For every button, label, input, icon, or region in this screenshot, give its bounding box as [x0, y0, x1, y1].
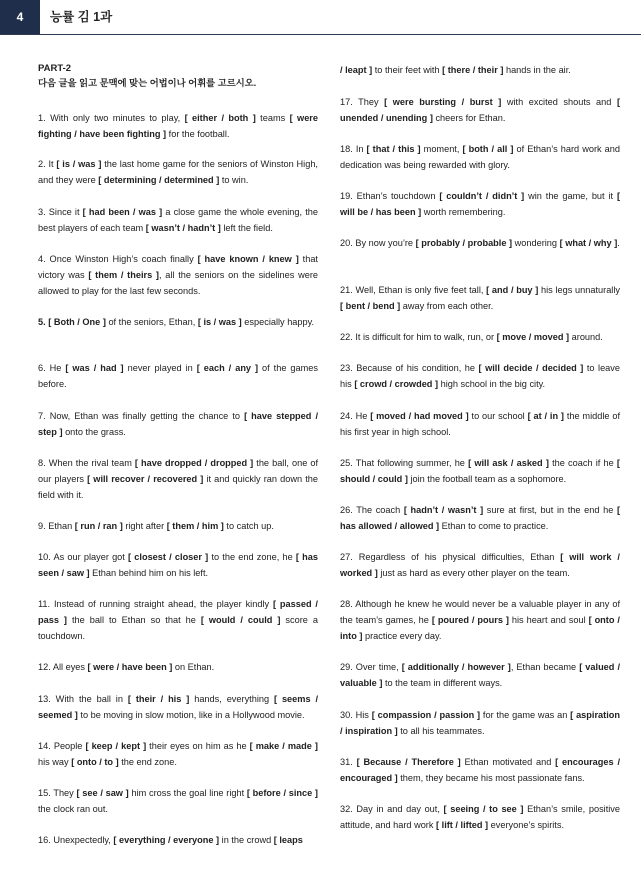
question-text: with excited shouts and — [501, 97, 617, 107]
answer-choice: [ see / saw ] — [76, 788, 129, 798]
question-text: to our school — [468, 411, 528, 421]
question-text: the coach if he — [548, 458, 617, 468]
answer-choice: [ were bursting / burst ] — [384, 97, 502, 107]
question-text: never played in — [123, 363, 197, 373]
question-item — [38, 785, 318, 817]
answer-choice: [ is / was ] — [197, 317, 242, 327]
question-text: 29. Over time, — [340, 662, 402, 672]
question-text: for the game was an — [480, 710, 571, 720]
answer-choice: [ hadn’t / wasn’t ] — [403, 505, 484, 515]
question-item — [340, 455, 620, 487]
question-text: 3. Since it — [38, 207, 83, 217]
question-text: 21. Well, Ethan is only five feet tall, — [340, 285, 487, 295]
question-text: 6. He — [38, 363, 66, 373]
question-item — [340, 659, 620, 691]
question-text: Ethan motivated and — [460, 757, 556, 767]
question-text: the ball, one of our players — [38, 458, 319, 484]
question-text: hands in the air. — [503, 65, 571, 75]
answer-choice: [ make / made ] — [249, 741, 318, 751]
question-text: 16. Unexpectedly, — [38, 835, 114, 845]
answer-choice: [ moved / had moved ] — [370, 411, 469, 421]
question-item — [340, 141, 620, 173]
question-text: the clock ran out. — [38, 804, 108, 814]
question-text: Ethan’s smile, positive attitude, and hard work — [340, 804, 621, 830]
answer-choice: [ either / both ] — [184, 113, 256, 123]
question-text: Ethan to come to practice. — [439, 521, 549, 531]
answer-choice: [ them / theirs ] — [88, 270, 159, 280]
answer-choice: [ keep / kept ] — [85, 741, 147, 751]
question-text: the ball to Ethan so that he — [66, 615, 201, 625]
question-item — [340, 707, 620, 739]
question-text: hands, everything — [189, 694, 274, 704]
question-text: to win. — [219, 175, 249, 185]
question-text: 12. All eyes — [38, 662, 88, 672]
question-text: to be moving in slow motion, like in a Hollywood movie. — [77, 710, 305, 720]
question-text: 11. Instead of running straight ahead, the player kindly — [38, 599, 273, 609]
answer-choice: [ passed / pass ] — [38, 599, 318, 625]
answer-choice: [ have dropped / dropped ] — [134, 458, 254, 468]
question-text: the last home game for the seniors of Winston High, and they were — [38, 159, 318, 185]
question-text: everyone’s spirits. — [488, 820, 565, 830]
answer-choice: [ would / could ] — [200, 615, 281, 625]
question-item — [38, 251, 318, 299]
question-text: Ethan behind him on his left. — [89, 568, 209, 578]
question-text: 31. — [340, 757, 357, 767]
answer-choice: [ them / him ] — [166, 521, 224, 531]
question-item — [340, 408, 620, 440]
question-text: the middle of his first year in high school. — [340, 411, 621, 437]
question-text: moment, — [420, 144, 463, 154]
answer-choice: [ should / could ] — [340, 458, 620, 484]
question-text: his heart and soul — [508, 615, 589, 625]
answer-choice: [ probably / probable ] — [415, 238, 513, 248]
question-item — [38, 596, 318, 644]
question-text: to the end zone, he — [208, 552, 296, 562]
question-item — [38, 314, 318, 330]
answer-choice: [ has allowed / allowed ] — [340, 505, 620, 531]
answer-choice: [ at / in ] — [527, 411, 564, 421]
answer-choice: [ before / since ] — [246, 788, 318, 798]
answer-choice: [ aspiration / inspiration ] — [340, 710, 620, 736]
question-text: 18. In — [340, 144, 367, 154]
answer-choice: [ will be / has been ] — [340, 191, 621, 217]
answer-choice: [ encourages / encouraged ] — [340, 757, 620, 783]
answer-choice: 5. [ Both / One ] — [38, 317, 106, 327]
answer-choice: [ has seen / saw ] — [38, 552, 318, 578]
question-item — [38, 549, 318, 581]
question-item — [38, 738, 318, 770]
answer-choice: [ unended / unending ] — [340, 97, 620, 123]
question-text: sure at first, but in the end he — [483, 505, 617, 515]
answer-choice: [ move / moved ] — [496, 332, 570, 342]
question-text: 25. That following summer, he — [340, 458, 469, 468]
question-text: practice every day. — [362, 631, 442, 641]
part-heading — [38, 62, 318, 90]
question-text: 8. When the rival team — [38, 458, 135, 468]
answer-choice: [ closest / closer ] — [128, 552, 209, 562]
question-item — [38, 455, 318, 503]
answer-choice: [ onto / to ] — [71, 757, 119, 767]
question-text: 24. He — [340, 411, 371, 421]
question-text: around. — [569, 332, 603, 342]
question-text: them, they became his most passionate fans. — [397, 773, 585, 783]
answer-choice: [ seeing / to see ] — [443, 804, 524, 814]
question-text: 1. With only two minutes to play, — [38, 113, 185, 123]
question-text: just as hard as every other player on the team. — [377, 568, 570, 578]
question-text: 14. People — [38, 741, 86, 751]
question-text: win the game, but it — [524, 191, 617, 201]
question-text: , Ethan became — [510, 662, 580, 672]
question-text: 19. Ethan’s touchdown — [340, 191, 440, 201]
question-text: 22. It is difficult for him to walk, run, or — [340, 332, 497, 342]
question-item — [340, 754, 620, 786]
answer-choice: [ valued / valuable ] — [340, 662, 620, 688]
answer-choice: [ bent / bend ] — [340, 301, 401, 311]
answer-choice: [ what / why ] — [559, 238, 618, 248]
answer-choice: [ wasn’t / hadn’t ] — [145, 223, 221, 233]
question-text: 28. Although he knew he would never be a valuable player in any of the team’s games, he — [340, 599, 620, 625]
question-item — [340, 94, 620, 126]
question-text: especially happy. — [241, 317, 315, 327]
question-item — [340, 502, 620, 534]
answer-choice: [ will decide / decided ] — [478, 363, 584, 373]
answer-choice: [ their / his ] — [127, 694, 190, 704]
answer-choice: [ have known / knew ] — [197, 254, 299, 264]
question-item — [340, 549, 620, 581]
question-text: 17. They — [340, 97, 385, 107]
part-label: PART-2 — [38, 63, 72, 74]
question-item — [38, 832, 318, 848]
question-text: 26. The coach — [340, 505, 404, 515]
question-text: 4. Once Winston High’s coach finally — [38, 254, 198, 264]
answer-choice: [ Because / Therefore ] — [356, 757, 461, 767]
answer-choice: [ was / had ] — [65, 363, 124, 373]
question-text: join the football team as a sophomore. — [407, 474, 567, 484]
answer-choice: [ poured / pours ] — [431, 615, 509, 625]
question-item — [340, 188, 620, 220]
page-header — [0, 0, 641, 35]
answer-choice: [ seems / seemed ] — [38, 694, 318, 720]
question-text: on Ethan. — [172, 662, 215, 672]
question-text: , all the seniors on the sidelines were allowed to play for the last few seconds. — [38, 270, 318, 296]
answer-choice: [ run / ran ] — [74, 521, 123, 531]
question-text: left the field. — [220, 223, 273, 233]
question-text: in the crowd — [219, 835, 274, 845]
answer-choice: [ crowd / crowded ] — [354, 379, 439, 389]
question-text: their eyes on him as he — [146, 741, 250, 751]
lesson-title: 능률 김 1과 — [50, 10, 113, 24]
question-text: his legs unnaturally — [538, 285, 620, 295]
question-text: it and quickly ran down the field with it. — [38, 474, 318, 500]
answer-choice: [ will work / worked ] — [340, 552, 620, 578]
answer-choice: [ were / have been ] — [87, 662, 173, 672]
question-item — [38, 156, 318, 188]
answer-choice: [ each / any ] — [196, 363, 259, 373]
answer-choice: [ onto / into ] — [340, 615, 620, 641]
question-text: a close game the whole evening, the best players of each team — [38, 207, 318, 233]
question-text: of Ethan’s hard work and dedication was being rewarded with glory. — [340, 144, 620, 170]
question-item — [340, 329, 620, 345]
question-item — [340, 282, 620, 314]
question-text: 20. By now you’re — [340, 238, 416, 248]
question-text: . — [617, 238, 620, 248]
question-text: to all his teammates. — [397, 726, 485, 736]
question-text: to catch up. — [223, 521, 274, 531]
question-text: cheers for Ethan. — [432, 113, 506, 123]
question-item — [340, 596, 620, 644]
question-text: high school in the big city. — [438, 379, 546, 389]
question-text: 23. Because of his condition, he — [340, 363, 479, 373]
question-text: 13. With the ball in — [38, 694, 128, 704]
answer-choice: [ additionally / however ] — [401, 662, 511, 672]
question-text: 15. They — [38, 788, 77, 798]
page-number: 4 — [0, 0, 40, 34]
question-text: away from each other. — [400, 301, 494, 311]
question-text: score a touchdown. — [38, 615, 318, 641]
question-text: his way — [38, 757, 72, 767]
question-item — [38, 659, 318, 675]
question-item — [340, 801, 620, 833]
answer-choice: [ there / their ] — [442, 65, 504, 75]
part-instruction: 다음 글을 읽고 문맥에 맞는 어법이나 어휘를 고르시오. — [38, 78, 257, 88]
question-text: 30. His — [340, 710, 372, 720]
question-text: worth remembering. — [421, 207, 506, 217]
answer-choice: [ everything / everyone ] — [113, 835, 220, 845]
question-item — [38, 204, 318, 236]
question-text: to the team in different ways. — [382, 678, 503, 688]
question-text: 32. Day in and day out, — [340, 804, 444, 814]
question-text: of the games before. — [38, 363, 319, 389]
question-item — [340, 62, 620, 78]
answer-choice: [ lift / lifted ] — [436, 820, 489, 830]
answer-choice: [ couldn’t / didn’t ] — [439, 191, 525, 201]
answer-choice: [ compassion / passion ] — [371, 710, 481, 720]
question-text: 7. Now, Ethan was finally getting the chance to — [38, 411, 245, 421]
question-item — [38, 360, 318, 392]
answer-choice: [ and / buy ] — [486, 285, 539, 295]
answer-choice: [ that / this ] — [366, 144, 421, 154]
answer-choice: [ leaps — [273, 835, 303, 845]
question-item — [38, 691, 318, 723]
question-item — [38, 518, 318, 534]
question-text: 9. Ethan — [38, 521, 75, 531]
question-text: to leave his — [340, 363, 620, 389]
answer-choice: [ have stepped / step ] — [38, 411, 319, 437]
question-text: wondering — [512, 238, 560, 248]
question-text: the end zone. — [118, 757, 177, 767]
answer-choice: [ will recover / recovered ] — [87, 474, 204, 484]
answer-choice: [ will ask / asked ] — [468, 458, 549, 468]
question-text: 2. It — [38, 159, 57, 169]
question-text: to their feet with — [372, 65, 443, 75]
question-item — [340, 235, 620, 251]
question-text: that victory was — [38, 254, 318, 280]
question-text: 27. Regardless of his physical difficulties, Ethan — [340, 552, 561, 562]
question-item — [340, 360, 620, 392]
question-text: right after — [122, 521, 167, 531]
answer-choice: / leapt ] — [340, 65, 373, 75]
question-item — [38, 408, 318, 440]
question-text: of the seniors, Ethan, — [105, 317, 198, 327]
question-text: teams — [255, 113, 290, 123]
answer-choice: [ determining / determined ] — [98, 175, 220, 185]
question-item — [38, 110, 318, 142]
question-text: onto the grass. — [62, 427, 126, 437]
answer-choice: [ both / all ] — [462, 144, 514, 154]
answer-choice: [ were fighting / have been fighting ] — [38, 113, 318, 139]
question-text: 10. As our player got — [38, 552, 129, 562]
answer-choice: [ had been / was ] — [82, 207, 163, 217]
question-text: for the football. — [166, 129, 230, 139]
answer-choice: [ is / was ] — [56, 159, 102, 169]
question-text: him cross the goal line right — [128, 788, 247, 798]
